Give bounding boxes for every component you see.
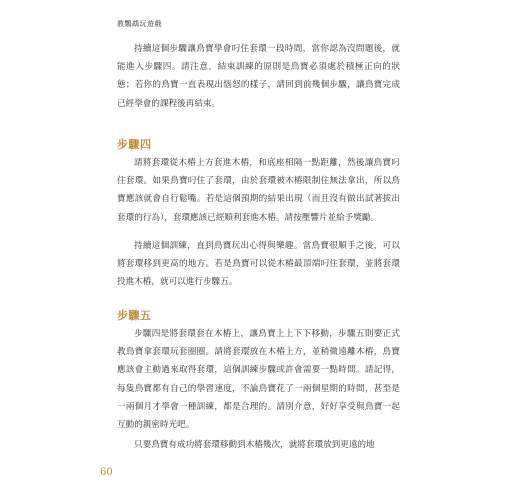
running-header: 教鸚鵡玩遊戲 <box>117 20 162 28</box>
paragraph-step4-instructions: 請將套環從木樁上方套進木樁，和底座相隔一點距離，然後讓鳥寶叼住套環。如果鳥寶叼住了套環，由於套環被木樁限制住無法拿出，所以鳥寶應該就會自行鬆嘴。若是這個預期的結果出現（而且沒有做出試著拔出套環的行為），套環應該已經順利套進木樁。請按壓響片並給予獎勵。 <box>117 158 400 223</box>
page-number: 60 <box>100 467 113 478</box>
heading-step-5: 步驟五 <box>117 309 152 322</box>
heading-step-4: 步驟四 <box>117 138 152 151</box>
paragraph-continue-step3: 持續這個步驟讓鳥寶學會叼住套環一段時間，當你認為沒問題後，就能進入步驟四。請注意，結束訓練的原則是鳥寶必須處於積極正向的狀態；若你的鳥寶一直表現出惱怒的樣子，請回到前幾個步驟，讓鳥寶完成已經學會的課程後再結束。 <box>117 44 400 109</box>
paragraph-step5-instructions: 步驟四是將套環套在木樁上，讓鳥寶上上下下移動，步驟五則要正式教鳥寶拿套環玩套圈圈。請將套環放在木樁上方，並稍微遠離木樁，鳥寶應該會主動過來取得套環，這個訓練步驟或許會需要一點時間。請記得，每隻鳥寶都有自己的學習速度，不論鳥寶花了一兩個星期的時間，甚至是一兩個月才學會一種訓練，都是合理的。請別介意，好好享受與鳥寶一起互動的親密時光吧。 <box>117 329 400 431</box>
paragraph-step5-continue: 只要鳥寶有成功將套環移動到木樁幾次，就將套環放到更遠的地 <box>134 440 375 450</box>
paragraph-step4-continue: 持續這個訓練，直到鳥寶玩出心得與樂趣。當鳥寶很順手之後，可以將套環移到更高的地方。若是鳥寶可以從木樁最頂端叼住套環，並將套環投進木樁，就可以進行步驟五。 <box>117 241 400 288</box>
